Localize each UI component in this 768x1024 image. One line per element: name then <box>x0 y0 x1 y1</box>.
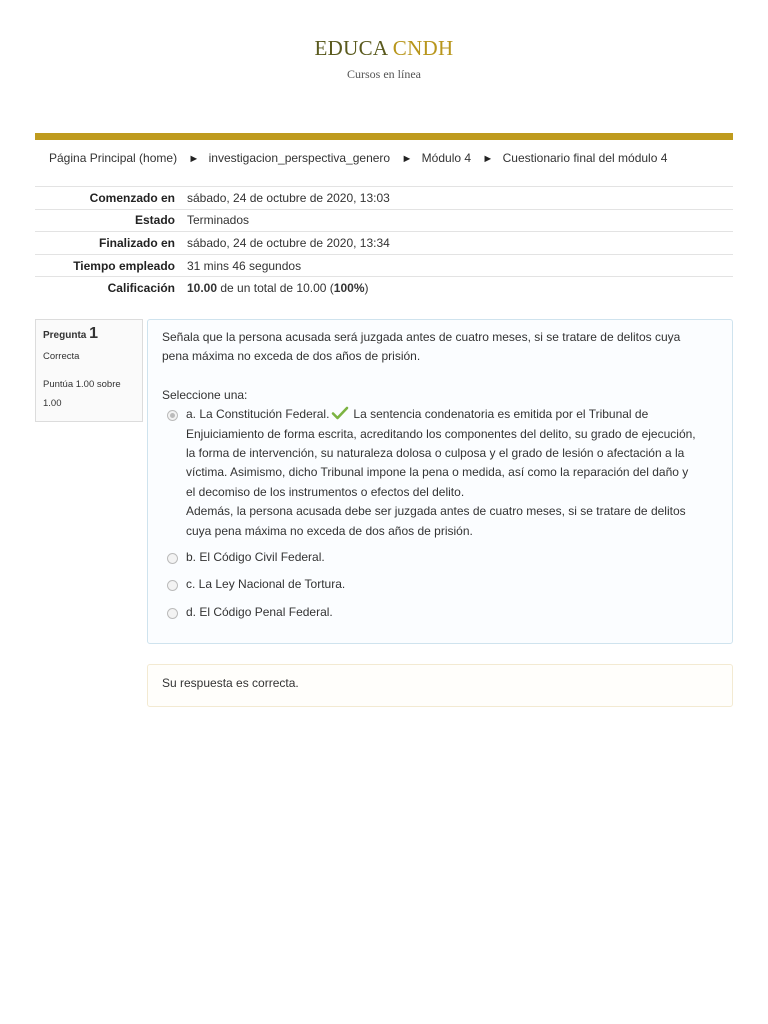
question-info-box <box>35 319 143 422</box>
feedback-text: Su respuesta es correcta. <box>162 676 299 690</box>
question-grade: Puntúa 1.00 sobre 1.00 <box>43 379 121 409</box>
answer-option-b[interactable] <box>167 548 718 567</box>
summary-row-grade <box>35 277 733 300</box>
answer-b-radio[interactable] <box>167 553 178 564</box>
summary-value: sábado, 24 de octubre de 2020, 13:34 <box>187 235 390 250</box>
site-subtitle: Cursos en línea <box>347 67 421 81</box>
answer-option-d[interactable] <box>167 603 718 622</box>
answer-option-a[interactable] <box>167 405 718 541</box>
summary-value: 31 mins 46 segundos <box>187 258 302 273</box>
summary-row-finished <box>35 232 733 255</box>
question-content-box <box>147 319 733 644</box>
summary-row-time-taken <box>35 254 733 277</box>
summary-value: sábado, 24 de octubre de 2020, 13:03 <box>187 190 390 205</box>
question-state: Correcta <box>43 351 80 362</box>
breadcrumb-separator-icon: ► <box>401 153 413 165</box>
answer-a-explanation: La sentencia condenatoria es emitida por el Tribunal de Enjuiciamiento de forma escrita, acreditando los componentes del delito, su grado de ejecución, la forma de intervención, su naturaleza dolosa o culposa y el grado de lesión o afectación a la víctima. Asimismo, dicho Tribunal impone la pena o medida, así como la reparación del daño y el decomiso de los instrumentos o efectos del delito. <box>186 407 696 499</box>
feedback-box <box>147 664 733 707</box>
question-label: Pregunta <box>43 330 87 341</box>
breadcrumb-separator-icon: ► <box>482 153 494 165</box>
summary-label: Finalizado en <box>98 235 175 250</box>
answer-option-c[interactable] <box>167 575 718 594</box>
answer-c-text: c. La Ley Nacional de Tortura. <box>186 577 346 592</box>
grade-close: ) <box>364 281 369 296</box>
site-title-educa: EDUCA <box>314 36 388 60</box>
summary-label: Calificación <box>107 281 175 296</box>
breadcrumb-module[interactable]: Módulo 4 <box>421 151 472 165</box>
answer-d-radio[interactable] <box>167 608 178 619</box>
answer-list <box>162 405 718 622</box>
answer-d-text: d. El Código Penal Federal. <box>186 604 333 619</box>
site-title[interactable] <box>0 36 768 61</box>
breadcrumb <box>49 151 739 165</box>
answer-c-radio[interactable] <box>167 580 178 591</box>
summary-row-state <box>35 209 733 232</box>
answer-a-label: a. La Constitución Federal. <box>186 407 330 422</box>
breadcrumb-quiz[interactable]: Cuestionario final del módulo 4 <box>502 151 668 165</box>
answer-a-explanation-2: Además, la persona acusada debe ser juzgada antes de cuatro meses, si se tratare de delitos cuya pena máxima no exceda de dos años de prisión. <box>186 504 686 538</box>
question-number <box>43 325 135 343</box>
answer-prompt: Seleccione una: <box>162 387 248 402</box>
summary-label: Tiempo empleado <box>73 258 175 273</box>
summary-label: Comenzado en <box>89 190 175 205</box>
summary-value: Terminados <box>187 213 250 228</box>
question-number-value: 1 <box>89 325 99 342</box>
grade-score: 10.00 <box>187 281 218 296</box>
summary-row-started <box>35 187 733 210</box>
answer-b-text: b. El Código Civil Federal. <box>186 550 325 565</box>
summary-label: Estado <box>134 213 175 228</box>
grade-total: de un total de 10.00 ( <box>217 281 334 296</box>
check-icon <box>331 406 349 420</box>
header-divider-bar <box>35 133 733 140</box>
answer-a-radio[interactable] <box>167 410 178 421</box>
question-text: Señala que la persona acusada será juzgada antes de cuatro meses, si se tratare de delitos cuya pena máxima no exceda de dos años de prisión. <box>162 330 681 364</box>
breadcrumb-course[interactable]: investigacion_perspectiva_genero <box>208 151 391 165</box>
attempt-summary-table <box>35 186 733 299</box>
breadcrumb-separator-icon: ► <box>188 153 200 165</box>
brand <box>0 36 768 82</box>
grade-percent: 100% <box>333 281 365 296</box>
summary-grade-value <box>181 277 733 300</box>
breadcrumb-home[interactable]: Página Principal (home) <box>49 151 178 165</box>
site-title-cndh: CNDH <box>392 36 454 60</box>
answer-a-text <box>186 405 698 541</box>
